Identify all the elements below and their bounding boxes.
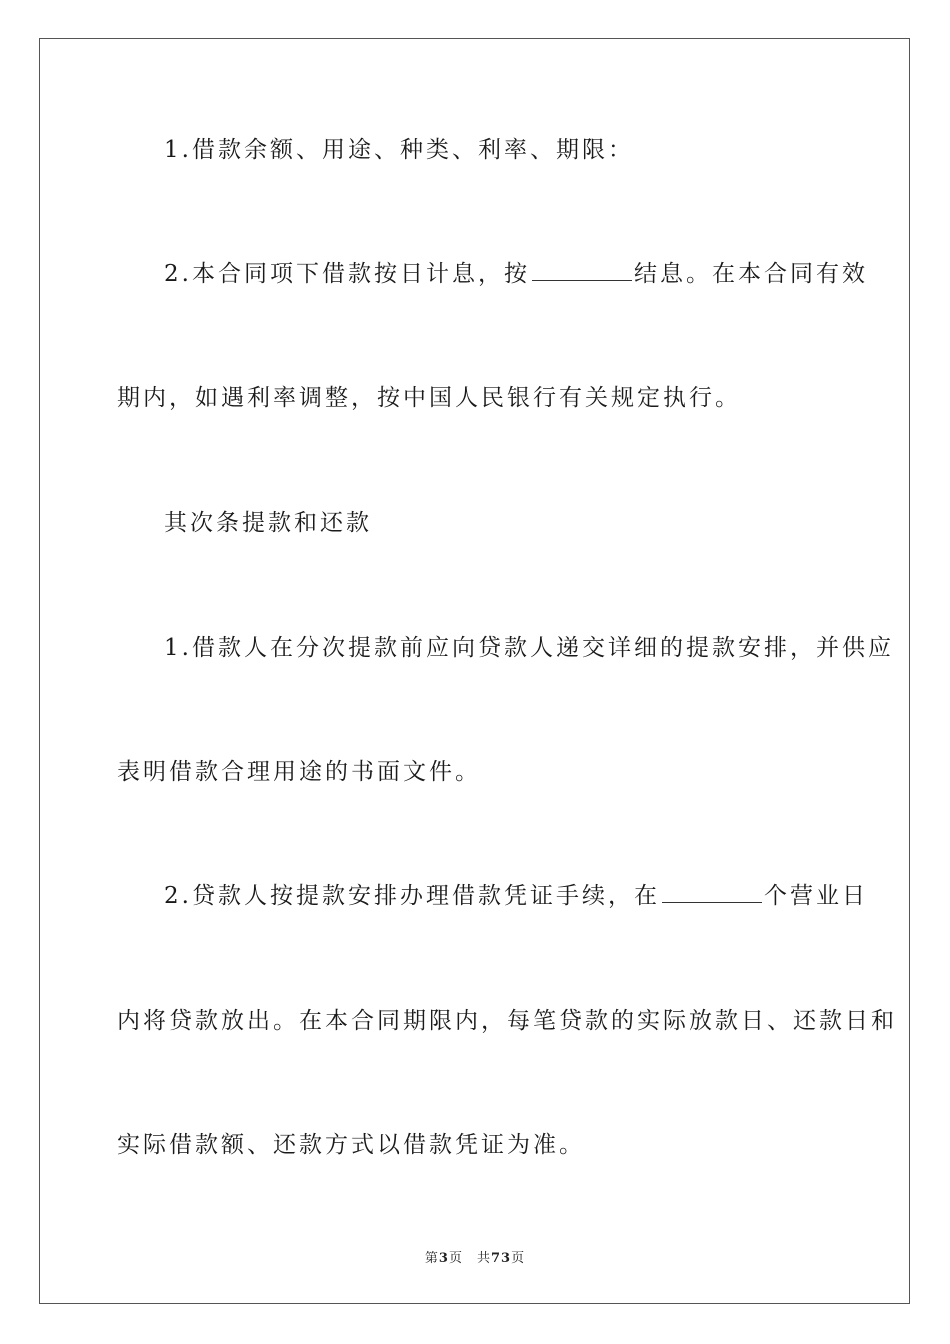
clause-2-text-b: 结息。在本合同有效 bbox=[633, 261, 868, 287]
clause-2-text-a: 2.本合同项下借款按日计息，按 bbox=[164, 261, 530, 287]
footer-total-suffix: 页 bbox=[511, 1251, 526, 1266]
footer-page-number: 3 bbox=[438, 1251, 449, 1266]
clause-2-line-1 bbox=[164, 259, 868, 289]
clause-1-line bbox=[164, 135, 634, 165]
page-border bbox=[39, 38, 910, 1304]
clause-2-text-c: 期内，如遇利率调整，按中国人民银行有关规定执行。 bbox=[117, 385, 741, 411]
clause-4-text-c: 内将贷款放出。在本合同期限内，每笔贷款的实际放款日、还款日和 bbox=[117, 1008, 897, 1034]
clause-2-line-2 bbox=[117, 383, 741, 413]
section-heading-line bbox=[164, 508, 372, 538]
footer-total-pages: 73 bbox=[490, 1251, 512, 1266]
clause-4-line-2 bbox=[117, 1006, 897, 1036]
interest-settlement-blank bbox=[532, 260, 632, 281]
clause-4-line-1 bbox=[164, 881, 868, 911]
clause-3-line-1 bbox=[164, 633, 894, 663]
footer-page-suffix: 页 bbox=[448, 1251, 463, 1266]
clause-1-text: 1.借款余额、用途、种类、利率、期限： bbox=[164, 137, 634, 163]
clause-3-text-b: 表明借款合理用途的书面文件。 bbox=[117, 759, 481, 785]
page-footer bbox=[0, 1247, 950, 1266]
business-days-blank bbox=[662, 882, 762, 903]
clause-3-text-a: 1.借款人在分次提款前应向贷款人递交详细的提款安排，并供应 bbox=[164, 635, 894, 661]
clause-4-text-b: 个营业日 bbox=[763, 883, 868, 909]
clause-4-text-a: 2.贷款人按提款安排办理借款凭证手续，在 bbox=[164, 883, 660, 909]
footer-total-prefix: 共 bbox=[476, 1251, 491, 1266]
clause-4-text-d: 实际借款额、还款方式以借款凭证为准。 bbox=[117, 1132, 585, 1158]
footer-page-prefix: 第 bbox=[424, 1251, 439, 1266]
section-heading: 其次条提款和还款 bbox=[164, 510, 372, 536]
clause-3-line-2 bbox=[117, 757, 481, 787]
clause-4-line-3 bbox=[117, 1130, 585, 1160]
